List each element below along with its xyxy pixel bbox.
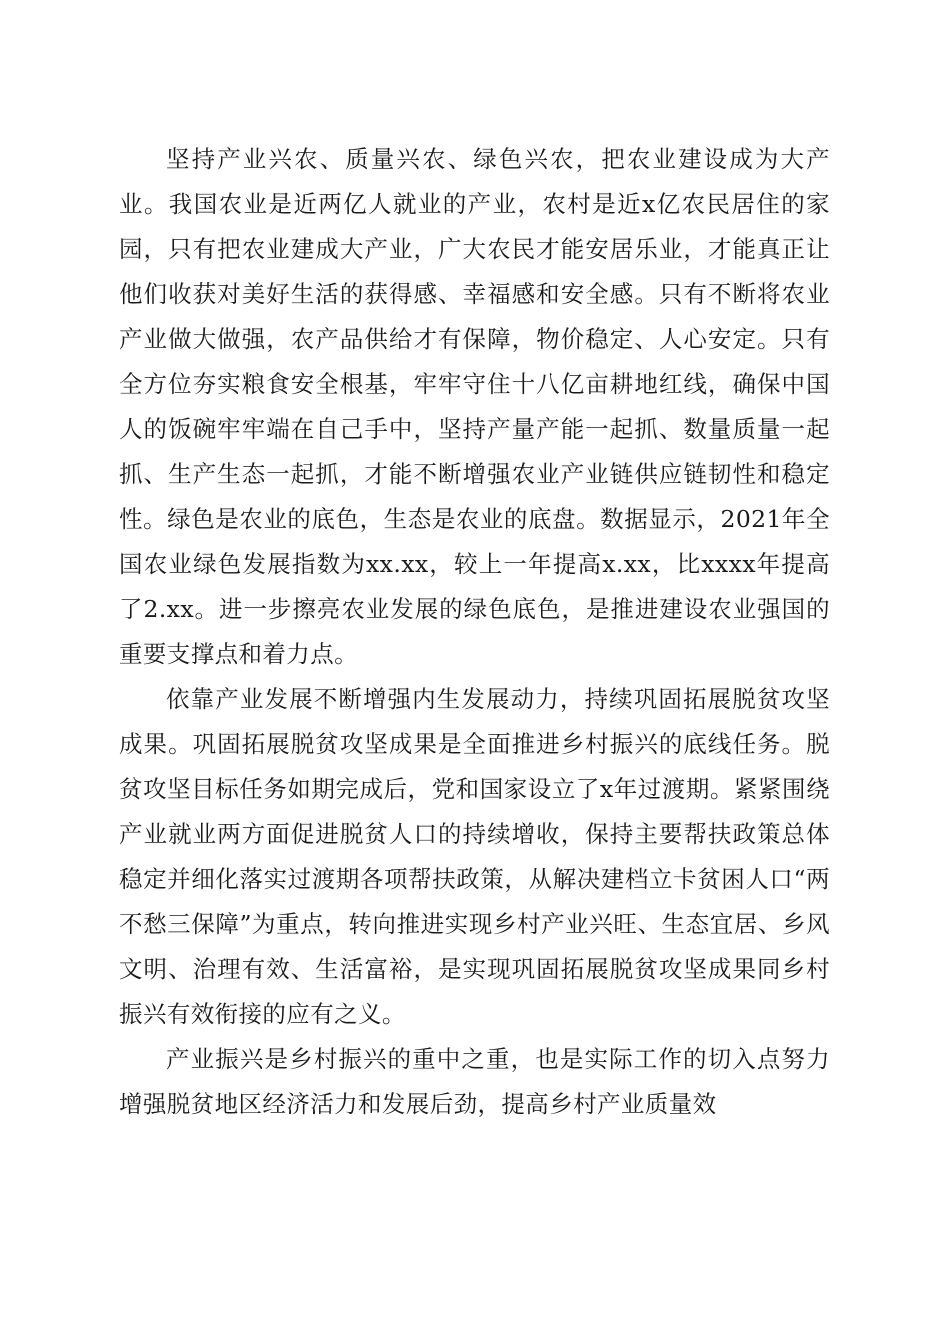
document-body — [119, 137, 830, 1127]
paragraph-poverty-alleviation: 依靠产业发展不断增强内生发展动力，持续巩固拓展脱贫攻坚成果。巩固拓展脱贫攻坚成果是全面推进乡村振兴的底线任务。脱贫攻坚目标任务如期完成后，党和国家设立了x年过渡期。紧紧围绕产业就业两方面促进脱贫人口的持续增收，保持主要帮扶政策总体稳定并细化落实过渡期各项帮扶政策，从解决建档立卡贫困人口“两不愁三保障”为重点，转向推进实现乡村产业兴旺、生态宜居、乡风文明、治理有效、生活富裕，是实现巩固拓展脱贫攻坚成果同乡村振兴有效衔接的应有之义。 — [119, 685, 830, 1028]
paragraph-industrial-revitalization: 产业振兴是乡村振兴的重中之重，也是实际工作的切入点努力增强脱贫地区经济活力和发展后劲，提高乡村产业质量效 — [119, 1045, 830, 1118]
paragraph-agriculture-industry: 坚持产业兴农、质量兴农、绿色兴农，把农业建设成为大产业。我国农业是近两亿人就业的产业，农村是近x亿农民居住的家园，只有把农业建成大产业，广大农民才能安居乐业，才能真正让他们收获对美好生活的获得感、幸福感和安全感。只有不断将农业产业做大做强，农产品供给才有保障，物价稳定、人心安定。只有全方位夯实粮食安全根基，牢牢守住十八亿亩耕地红线，确保中国人的饭碗牢牢端在自己手中，坚持产量产能一起抓、数量质量一起抓、生产生态一起抓，才能不断增强农业产业链供应链韧性和稳定性。绿色是农业的底色，生态是农业的底盘。数据显示，2021年全国农业绿色发展指数为xx.xx，较上一年提高x.xx，比xxxx年提高了2.xx。进一步擦亮农业发展的绿色底色，是推进建设农业强国的重要支撑点和着力点。 — [119, 145, 830, 668]
